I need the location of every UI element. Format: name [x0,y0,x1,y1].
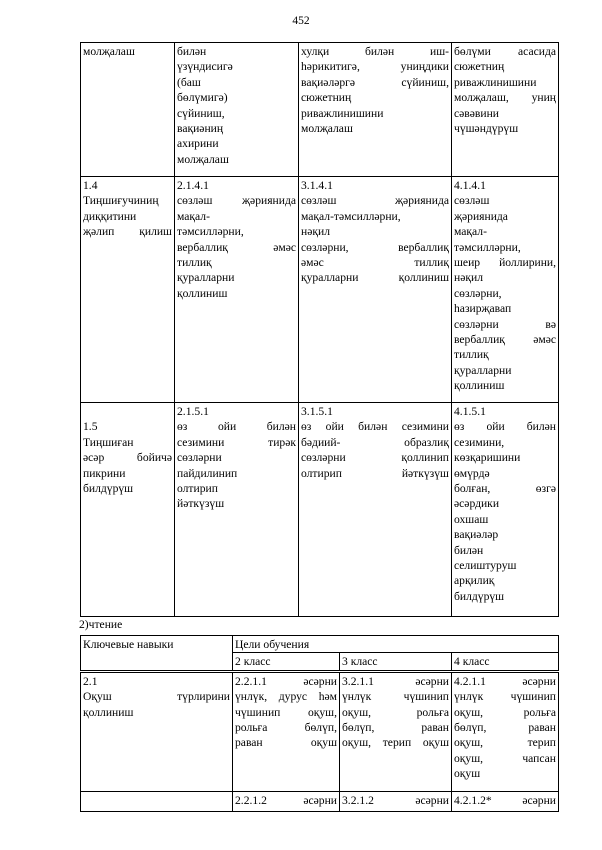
cell-line: охшаш [454,512,489,526]
cell-line: вақиәләр [454,528,499,542]
cell-line: һәрикитигә, униңдики [301,60,449,74]
table-cell [340,791,452,811]
table-row [81,43,559,177]
cell-line: сезимини тирәк [177,435,296,449]
cell-line: билдүрүш [83,482,134,496]
cell-line: 3.1.5.1 [301,405,333,418]
table-cell [81,177,175,403]
table-row [81,671,559,791]
cell-line: сәвәвини [454,106,499,120]
table-cell [175,177,299,403]
table-row [81,177,559,403]
cell-line: вербаллиқ әмәс [454,333,556,347]
cell-line: олтирип йәткүзүш [301,466,449,480]
cell-line: диққитини [83,209,137,223]
cell-line: үзүндисигә [177,60,233,74]
cell-line: сөзләрни вә [454,317,556,331]
cell-line: қуралларни [177,271,235,285]
cell-line: тиллиқ [177,256,212,270]
cell-line: сөзләш җәриянида [301,194,449,208]
cell-line: билән [177,45,207,58]
cell-line: билән [454,543,484,557]
table-cell [81,671,233,791]
cell-line: әмәс тиллиқ [301,256,449,270]
cell-line: җәриянида [454,209,508,223]
cell-line: шеир йоллирини, [454,256,556,270]
cell-line: мақал- [454,225,487,239]
grade-3: 3 класс [340,653,452,671]
cell-line: әсәрдики [454,497,500,511]
cell-line: өз ойи билән [454,420,556,434]
cell-line: сюжетниң [301,91,352,105]
learning-goals-table-reading [80,635,559,812]
cell-line: бөлүп, раван [342,721,449,735]
cell-line: 1.4 [83,179,98,192]
page-number: 452 [292,15,310,27]
cell-line: 4.2.1.2* әсәрни [454,793,557,807]
cell-line: пикрини [83,466,126,480]
cell-line: вақиәниң [177,122,224,136]
cell-line: молҗалаш [301,122,353,136]
cell-line: мақал-тәмсилләрни, [301,209,401,223]
cell-line: 4.2.1.1 әсәрни [454,674,557,688]
cell-line: үнлүк, дурус һәм [235,690,337,704]
cell-line: оқуш, чапсан [454,751,557,765]
cell-line: қоллиниш [454,379,505,393]
table-cell [452,177,559,403]
cell-line: сөзләрни, [454,286,502,300]
cell-line: үнлүк чүшинип [342,690,449,704]
cell-line: оқуш, терип оқуш [342,736,449,750]
cell-line: бөлүми асасида [454,45,556,58]
cell-line: арқилиқ [454,574,495,588]
cell-line: Тиңшиғучиниң [83,194,159,208]
cell-line [83,404,172,419]
cell-line: оқуш, терип [454,736,557,750]
cell-line: 3.1.4.1 [301,179,333,192]
cell-line: раван оқуш [235,736,337,750]
table-cell [81,43,175,177]
table-row [81,403,559,617]
cell-line: бөлүп, раван [454,721,557,735]
table-cell [233,671,340,791]
cell-line: тәмсилләрни, [454,240,521,254]
cell-line: 2.2.1.1 әсәрни [235,674,337,688]
cell-line: чүшинип оқуш, [235,705,337,719]
cell-line: 4.1.4.1 [454,179,486,192]
table-cell [340,671,452,791]
cell-line: оқуш, рольға [454,705,557,719]
learning-goals-table-listening [80,42,559,617]
cell-line: чүшәндүрүш [454,122,519,136]
cell-line: 1.5 [83,420,98,434]
table-cell [175,403,299,617]
cell-line: молҗалаш [177,152,229,166]
cell-line: сөзләрни қоллинип [301,451,449,465]
cell-line: қуралларни [454,363,512,377]
cell-line: йәткүзүш [177,497,225,511]
cell-line: көзқаришини [454,451,521,465]
cell-line [83,793,230,808]
cell-line: 2.2.1.2 әсәрни [235,793,337,807]
header-goals: Цели обучения [233,636,559,653]
cell-line: 2.1 [83,674,98,688]
cell-line: җәлип қилиш [83,225,172,239]
cell-line: молҗалаш [83,45,135,58]
cell-line: мақал- [177,209,210,223]
cell-line: өз ойи билән [177,420,296,434]
cell-line: қоллиниш [83,705,134,719]
grade-4: 4 класс [452,653,559,671]
cell-line: рольға бөлүп, [235,721,337,735]
cell-line: 3.2.1.1 әсәрни [342,674,449,688]
cell-line: сюжетниң [454,60,505,74]
table-cell [233,791,340,811]
cell-line: қоллиниш [177,286,228,300]
cell-line: 4.1.5.1 [454,405,486,418]
cell-line: сүйиниш, [177,106,225,120]
table-header-row [81,636,559,653]
table-cell [299,403,452,617]
cell-line: тиллиқ [454,348,489,362]
cell-line: сөзләш җәриянида [177,194,296,208]
cell-line: вербаллиқ әмәс [177,240,296,254]
cell-line: һазирҗавап [454,302,512,316]
table-cell [175,43,299,177]
table-cell [452,403,559,617]
cell-line: олтирип [177,482,218,496]
cell-line: 2.1.5.1 [177,405,209,418]
cell-line: Оқуш түрлирини [83,690,230,704]
cell-line: 3.2.1.2 әсәрни [342,793,449,807]
section-label: 2)чтение [79,618,123,631]
header-skills: Ключевые навыки [81,636,233,672]
cell-line: сезимини, [454,435,505,449]
cell-line: қуралларни қоллиниш [301,271,449,285]
cell-line: билдүрүш [454,589,505,603]
cell-line: нәқил [301,225,330,239]
cell-line: пайдилинип [177,466,238,480]
cell-line: сөзләрни [177,451,222,465]
table-cell [299,177,452,403]
table-cell [81,791,233,811]
cell-line: әсәр бойичә [83,451,172,465]
cell-line: риважлинишини [301,106,384,120]
cell-line: риважлинишини [454,75,537,89]
cell-line: Тиңшиған [83,435,134,449]
cell-line: молҗалаш, униң [454,91,556,105]
cell-line: оқуш, рольға [342,705,449,719]
cell-line: нәқил [454,271,483,285]
table-cell [452,671,559,791]
cell-line: болған, өзгә [454,482,556,496]
table-cell [452,43,559,177]
cell-line: өмүрдә [454,466,490,480]
table-cell [299,43,452,177]
cell-line: үнлүк чүшинип [454,690,557,704]
cell-line: сөзләш [454,194,490,208]
table-cell [81,403,175,617]
cell-line: тәмсилләрни, [177,225,244,239]
grade-2: 2 класс [233,653,340,671]
cell-line: 2.1.4.1 [177,179,209,192]
cell-line: вақиәләргә сүйиниш, [301,75,449,89]
cell-line: өз ойи билән сезимини [301,420,449,434]
cell-line: бөлүмигә) [177,91,228,105]
cell-line: (баш [177,75,201,89]
table-cell [452,791,559,811]
cell-line: бәдиий- образлиқ [301,435,449,449]
cell-line: хулқи билән иш- [301,45,449,58]
cell-line: ахирини [177,137,219,151]
cell-line: оқуш [454,767,481,781]
table-row [81,791,559,811]
cell-line: сөзләрни, вербаллиқ [301,240,449,254]
cell-line: селиштуруш [454,559,517,573]
